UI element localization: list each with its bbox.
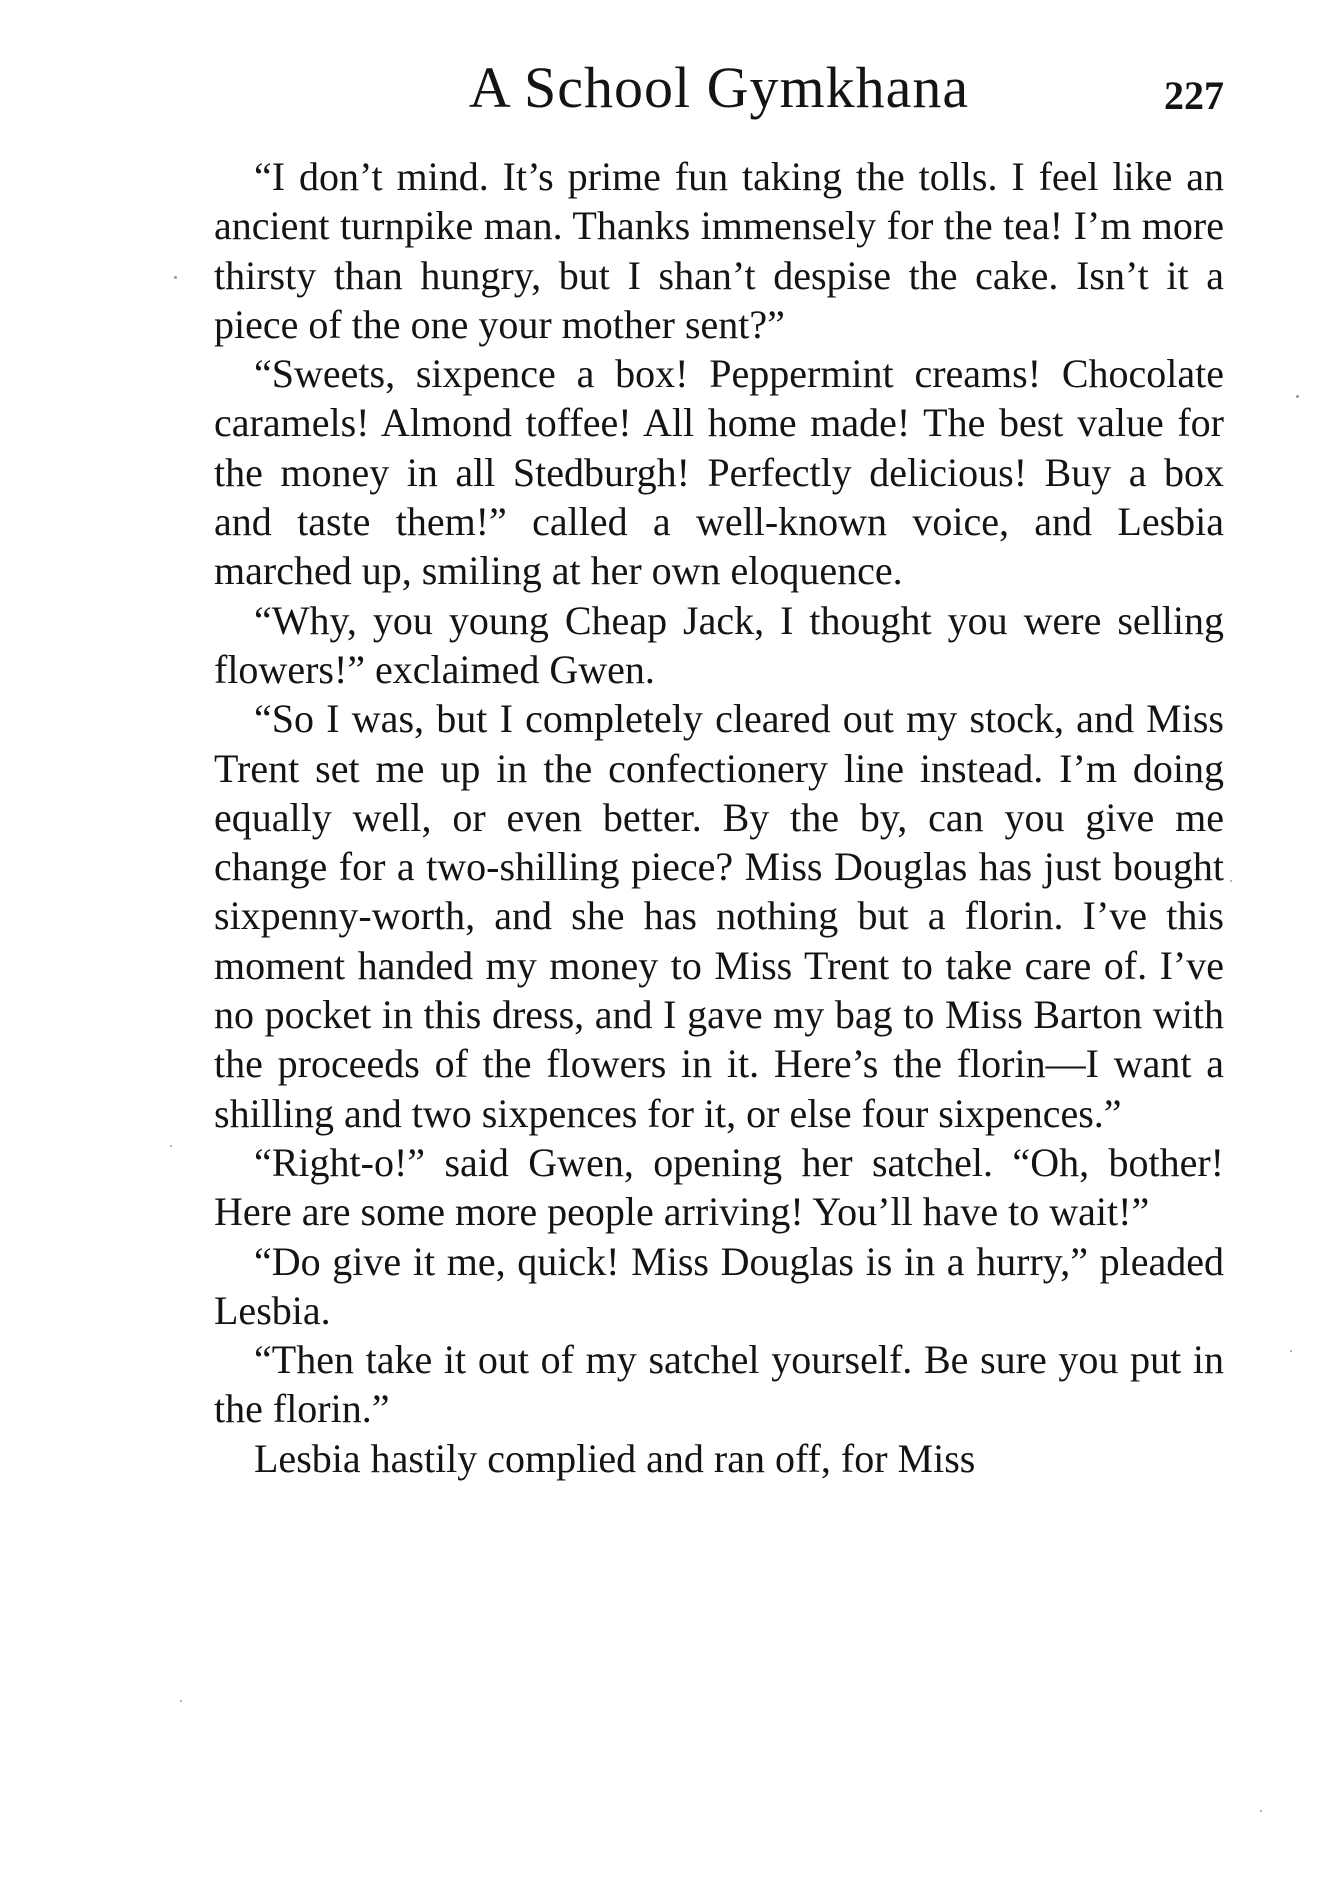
paragraph: Lesbia hastily complied and ran off, for Miss: [254, 1435, 976, 1481]
scan-speck: [1230, 880, 1232, 882]
paragraph: “So I was, but I completely cleared out my stock, and Miss Trent set me up in the confectionery line instead. I’m doing equally well, or even better. By the by, can you give me change for a two-shilling piece? Miss Douglas has just bought sixpenny-worth, and she has nothing but a florin. I’ve this moment handed my money to Miss Trent to take care of. I’ve no pocket in this dress, and I gave my bag to Miss Barton with the proceeds of the flowers in it. Here’s the florin—I want a shilling and two sixpences for it, or else four sixpences.”: [214, 696, 1224, 1136]
paragraph: “Do give it me, quick! Miss Douglas is in a hurry,” pleaded Lesbia.: [214, 1238, 1224, 1333]
scan-speck: [174, 276, 177, 279]
page-title: A School Gymkhana: [468, 55, 970, 120]
scan-speck: [170, 1145, 172, 1147]
paragraph: “I don’t mind. It’s prime fun taking the tolls. I feel like an ancient turnpike man. Thanks immensely for the tea! I’m more thirsty than hungry, but I shan’t despise the cake. Isn’t it a piece of the one your mother sent?”: [214, 154, 1224, 347]
page-number: 227: [1164, 73, 1224, 118]
paragraph: “Why, you young Cheap Jack, I thought you were selling flowers!” exclaimed Gwen.: [214, 597, 1224, 692]
scan-speck: [1296, 395, 1299, 398]
paragraph: “Then take it out of my satchel yourself. Be sure you put in the florin.”: [214, 1337, 1224, 1432]
paragraph: “Right-o!” said Gwen, opening her satchel. “Oh, bother! Here are some more people arriving! You’ll have to wait!”: [214, 1139, 1224, 1235]
scan-speck: [180, 1700, 182, 1702]
scan-speck: [1290, 1350, 1292, 1352]
body-text: [214, 152, 1224, 1483]
running-head: [214, 48, 1224, 128]
paragraph: “Sweets, sixpence a box! Peppermint creams! Chocolate caramels! Almond toffee! All home made! The best value for the money in all Stedburgh! Perfectly delicious! Buy a box and taste them!” called a well-known voice, and Lesbia marched up, smiling at her own eloquence.: [214, 351, 1224, 594]
scan-speck: [1260, 1810, 1262, 1812]
